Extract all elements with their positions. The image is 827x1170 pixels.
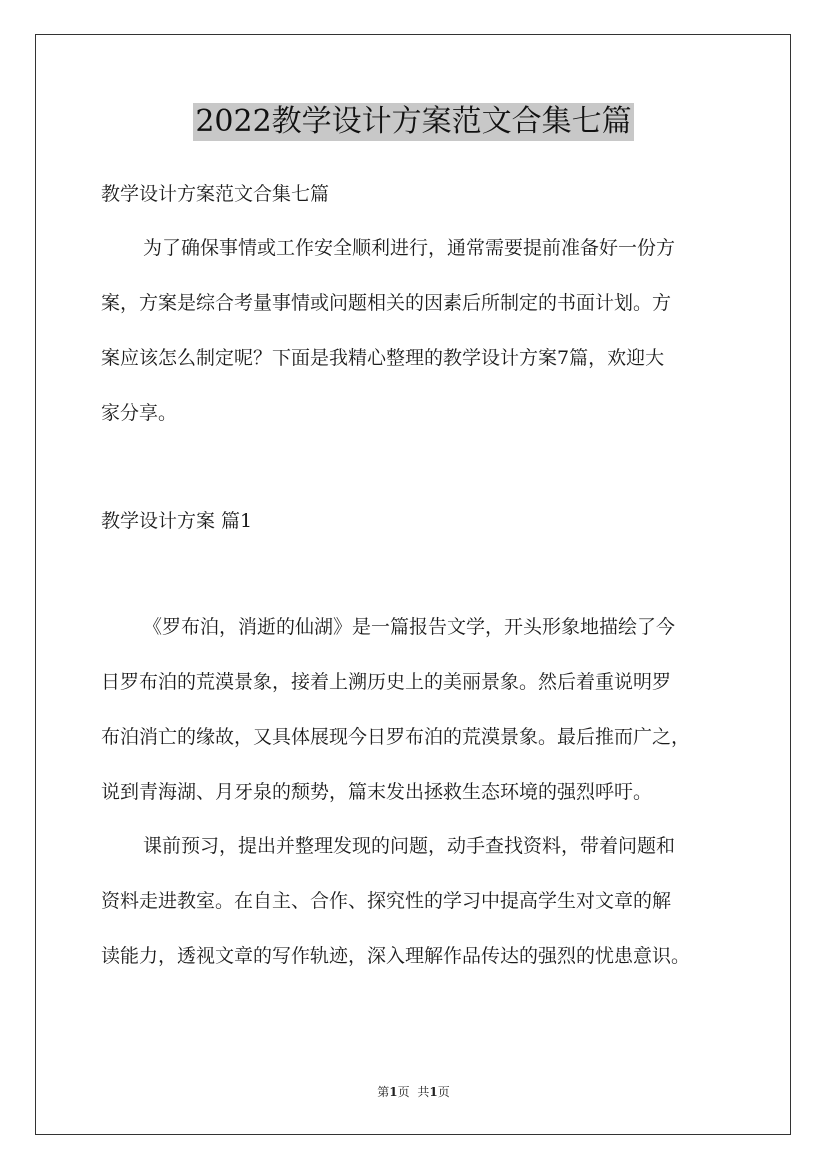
paragraph-line: 资料走进教室。在自主、合作、探究性的学习中提高学生对文章的解 (101, 890, 672, 912)
section1-paragraph-2 (101, 832, 727, 997)
paragraph-line: 案，方案是综合考量事情或问题相关的因素后所制定的书面计划。方 (101, 292, 672, 314)
paragraph-line: 读能力，透视文章的写作轨迹，深入理解作品传达的强烈的忧患意识。 (101, 945, 691, 967)
page-number: 1 (389, 1085, 398, 1099)
total-suffix: 页 (437, 1085, 450, 1099)
paragraph-line: 案应该怎么制定呢？下面是我精心整理的教学设计方案7篇，欢迎大 (101, 347, 665, 369)
page-footer (0, 1084, 827, 1100)
paragraph-line: 日罗布泊的荒漠景象，接着上溯历史上的美丽景象。然后着重说明罗 (101, 671, 672, 693)
document-subtitle: 教学设计方案范文合集七篇 (101, 183, 330, 205)
intro-paragraph (101, 234, 727, 454)
paragraph-line: 说到青海湖、月牙泉的颓势，篇末发出拯救生态环境的强烈呼吁。 (101, 781, 653, 803)
total-prefix: 共 (417, 1085, 430, 1099)
paragraph-line: 课前预习，提出并整理发现的问题，动手查找资料，带着问题和 (143, 835, 676, 857)
page-prefix: 第 (377, 1085, 390, 1099)
paragraph-line: 《罗布泊，消逝的仙湖》是一篇报告文学，开头形象地描绘了今 (143, 616, 676, 638)
paragraph-line: 布泊消亡的缘故，又具体展现今日罗布泊的荒漠景象。最后推而广之， (101, 726, 691, 748)
page-suffix: 页 (397, 1085, 410, 1099)
title-container (0, 103, 827, 141)
document-title: 2022教学设计方案范文合集七篇 (195, 104, 632, 139)
section-heading: 教学设计方案 篇1 (101, 510, 253, 532)
paragraph-line: 为了确保事情或工作安全顺利进行，通常需要提前准备好一份方 (143, 237, 676, 259)
paragraph-line: 家分享。 (101, 402, 178, 424)
section1-paragraph-1 (101, 613, 727, 833)
total-pages: 1 (429, 1085, 438, 1099)
